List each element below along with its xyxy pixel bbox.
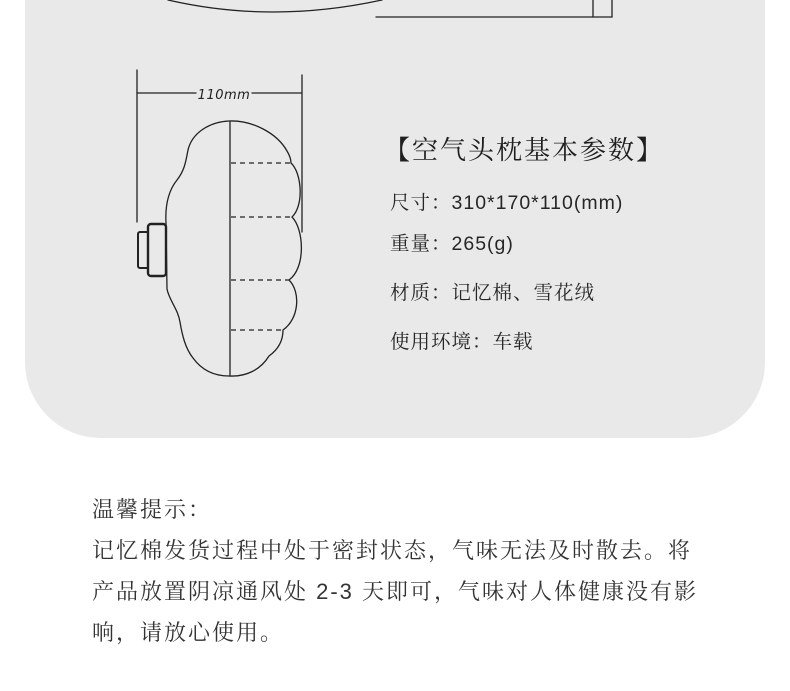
dimension-label: 110mm [197,88,251,103]
top-drawing-fragment [168,0,612,17]
spec-row-material [390,281,595,305]
spec-row-size [390,191,623,215]
pillow-outline [166,121,302,376]
spec-title: 【空气头枕基本参数】 [384,135,665,165]
spec-label: 材质： [390,282,452,304]
top-ellipse-arc [168,0,382,12]
spec-row-weight [390,232,514,256]
notice-body [92,530,698,653]
spec-row-usage [390,330,534,354]
spec-value: 记忆棉、雪花绒 [451,282,596,304]
spec-value: 车载 [492,331,534,353]
spec-label: 尺寸： [390,192,452,214]
spec-value: 265(g) [451,233,514,255]
spec-label: 重量： [390,233,452,255]
spec-value: 310*170*110(mm) [451,192,624,214]
notice-line: 产品放置阴凉通风处 2-3 天即可，气味对人体健康没有影 [92,579,699,604]
spec-label: 使用环境： [390,331,493,353]
buckle-body [148,224,166,276]
notice-heading: 温馨提示： [92,497,213,522]
side-buckle [138,224,166,276]
notice-line: 记忆棉发货过程中处于密封状态，气味无法及时散去。将 [92,538,693,563]
notice-line: 响，请放心使用。 [92,620,285,645]
